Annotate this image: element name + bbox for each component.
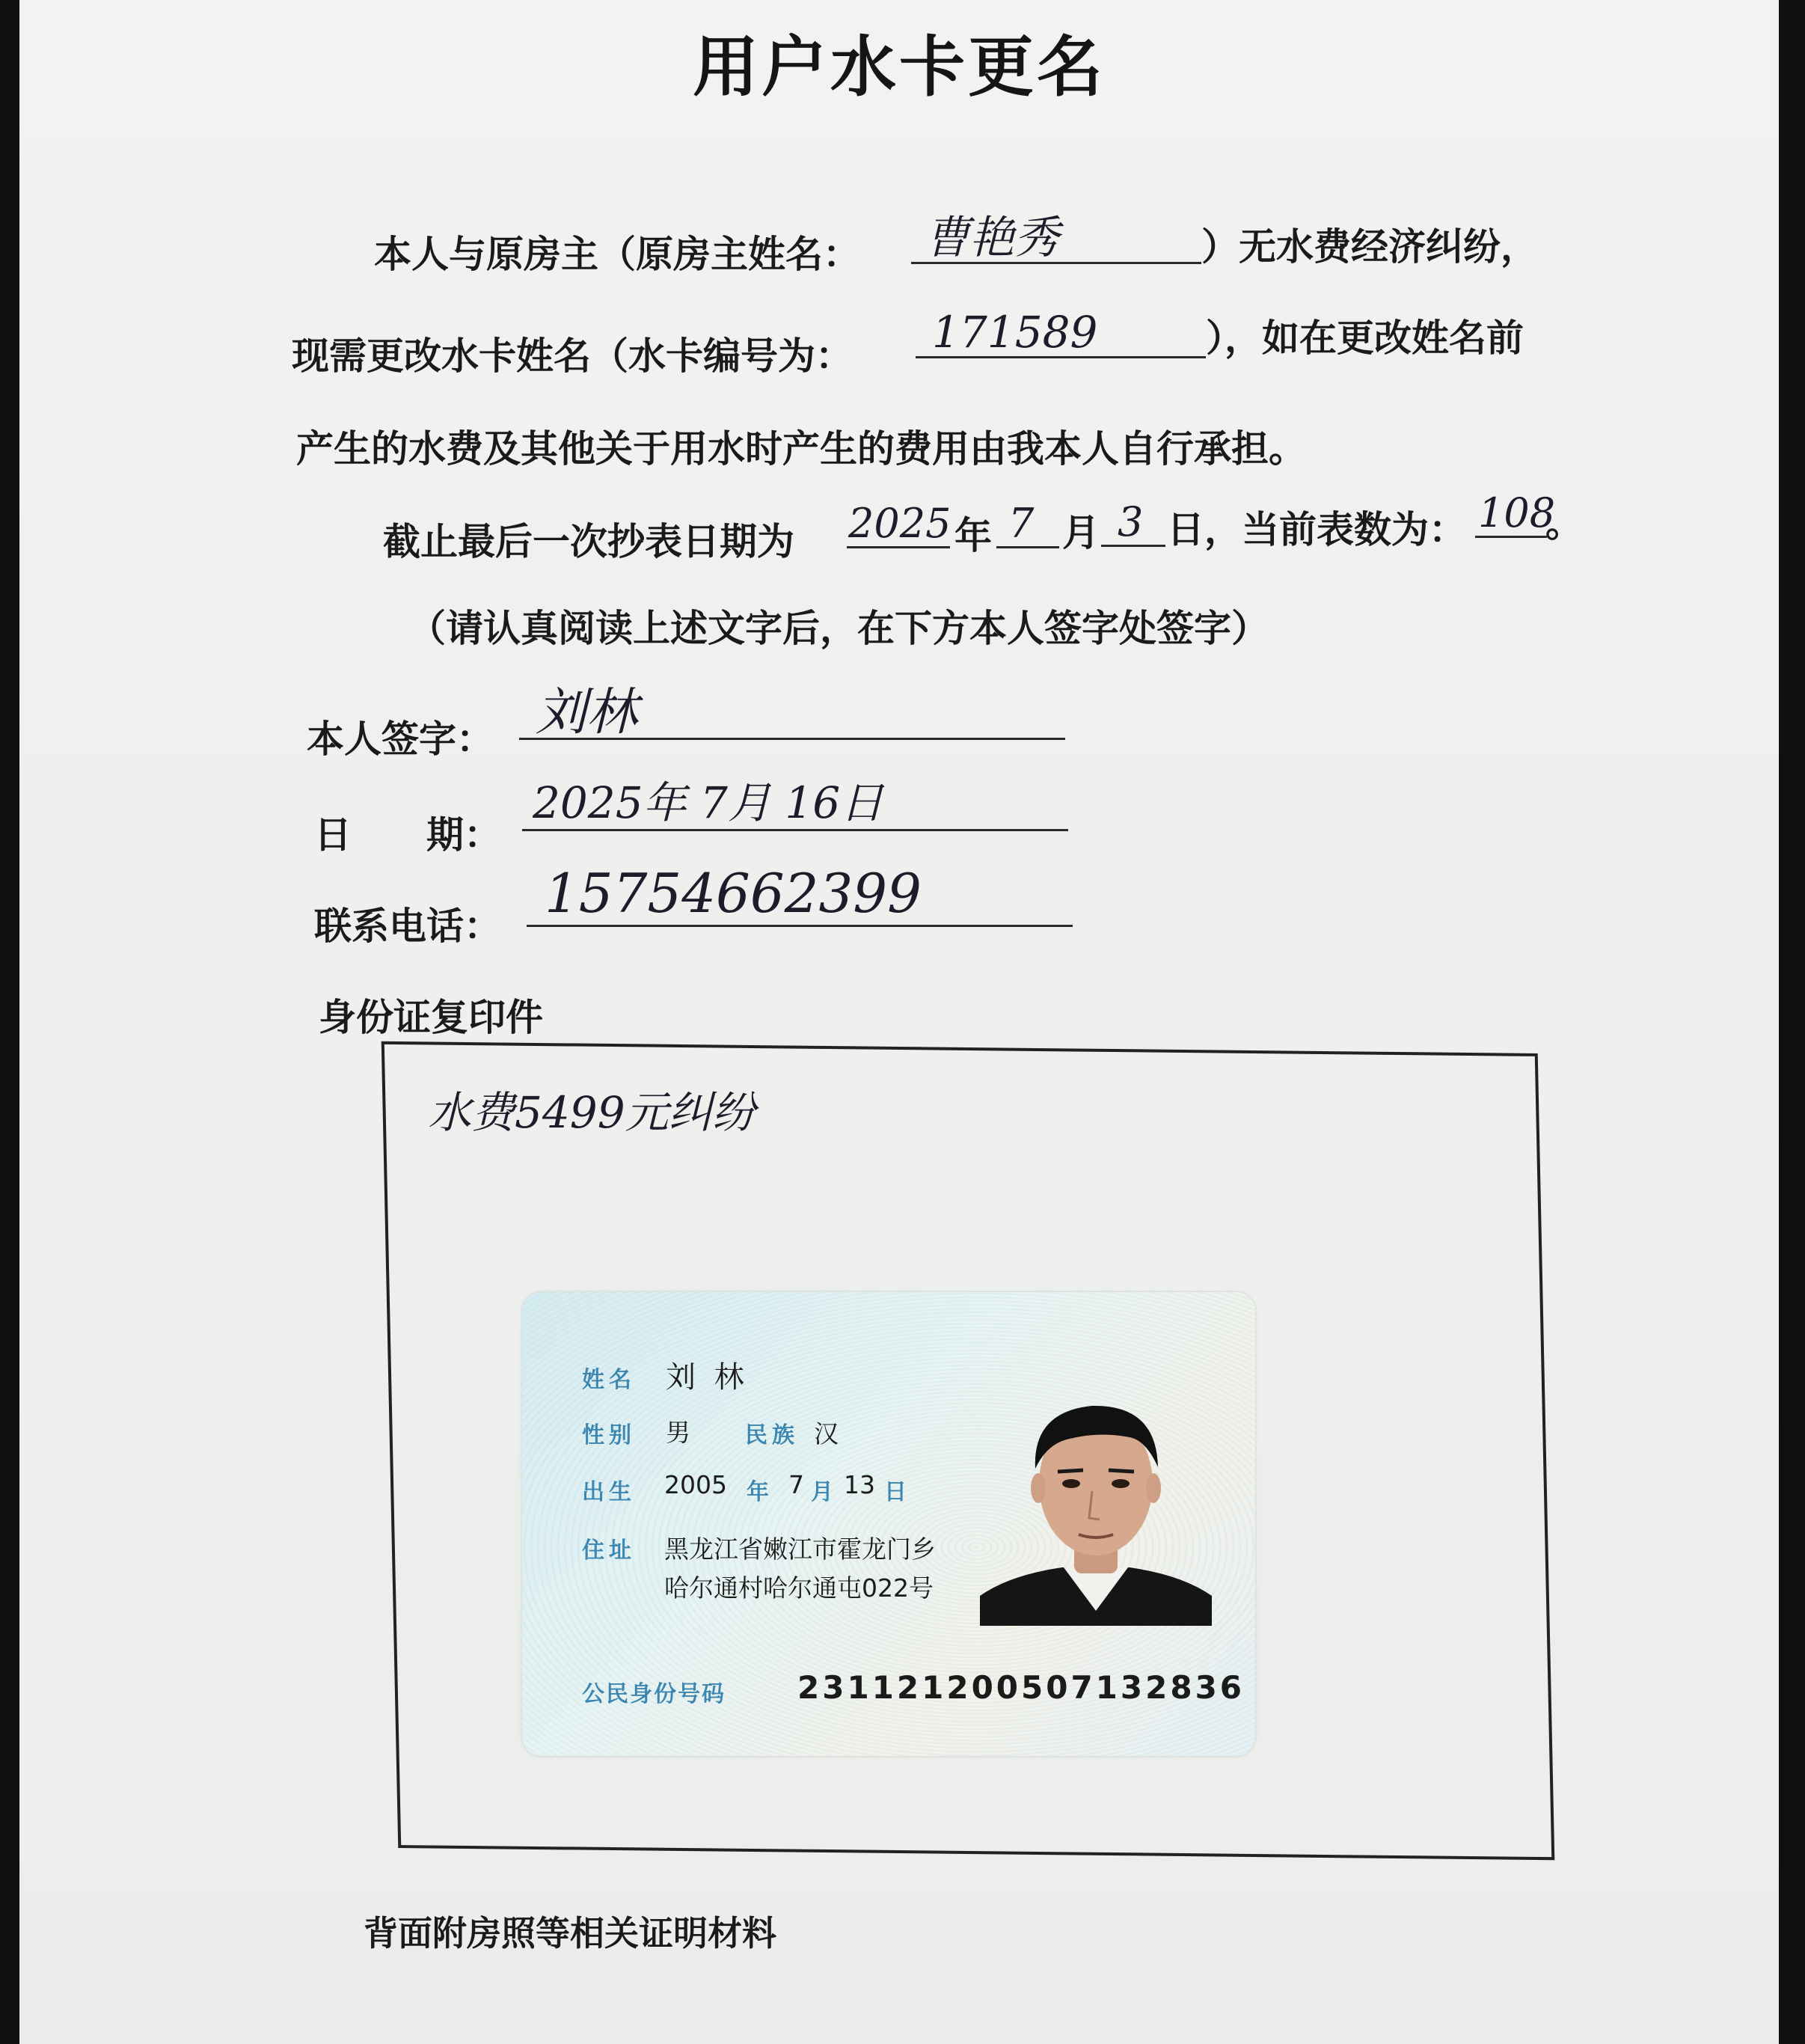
form-sheet: [19, 0, 1779, 2044]
id-birth-year: 2005: [664, 1470, 727, 1499]
period: 。: [1545, 502, 1583, 545]
line3: 产生的水费及其他关于用水时产生的费用由我本人自行承担。: [296, 427, 1306, 471]
id-address-line2: 哈尔通村哈尔通屯022号: [664, 1573, 934, 1603]
day-char: 日，当前表数为：: [1167, 508, 1466, 551]
meter-value: 108: [1478, 489, 1556, 536]
id-birth-day-char: 日: [884, 1479, 911, 1505]
id-address-line1: 黑龙江省嫩江市霍龙门乡: [664, 1534, 936, 1564]
phone-label: 联系电话：: [314, 905, 501, 948]
id-ethnicity: 汉: [814, 1419, 839, 1448]
signature: 刘林: [536, 683, 638, 742]
line2-suffix: ），如在更改姓名前: [1206, 316, 1524, 360]
id-birth-year-char: 年: [747, 1479, 773, 1505]
line1-prefix: 本人与原房主（原房主姓名：: [374, 233, 860, 276]
line2-prefix: 现需更改水卡姓名（水卡编号为：: [292, 334, 853, 378]
id-sex-label: 性别: [582, 1422, 636, 1448]
year-char: 年: [954, 514, 992, 557]
id-sex: 男: [666, 1418, 690, 1447]
form-title: 用户水卡更名: [693, 28, 1106, 105]
id-birth-label: 出生: [582, 1479, 636, 1505]
signature-label: 本人签字：: [307, 717, 494, 761]
date-label: 日 期：: [314, 813, 501, 857]
id-card: [522, 1292, 1255, 1756]
id-number-label: 公民身份号码: [582, 1681, 726, 1707]
reading-prefix: 截止最后一次抄表日期为: [383, 520, 794, 563]
card-number: 171589: [932, 307, 1098, 358]
original-owner-name: 曹艳秀: [925, 212, 1059, 264]
line1-suffix: ）无水费经济纠纷，: [1201, 225, 1538, 269]
footer-note: 背面附房照等相关证明材料: [364, 1913, 776, 1953]
phone-value: 15754662399: [545, 862, 922, 925]
reading-month: 7: [1008, 500, 1035, 547]
id-name-label: 姓名: [582, 1367, 636, 1393]
id-number: 231121200507132836: [797, 1669, 1245, 1706]
month-char: 月: [1062, 511, 1100, 554]
id-address-label: 住址: [582, 1537, 636, 1564]
phone-underline: [527, 925, 1073, 927]
id-name: 刘 林: [666, 1360, 749, 1395]
id-ethnicity-label: 民族: [745, 1422, 799, 1448]
id-birth-month: 7: [788, 1470, 804, 1499]
id-portrait-photo: [980, 1371, 1212, 1626]
id-copy-label: 身份证复印件: [319, 996, 543, 1039]
instruction: （请认真阅读上述文字后，在下方本人签字处签字）: [408, 607, 1269, 650]
id-birth-day: 13: [844, 1470, 875, 1499]
reading-day: 3: [1118, 498, 1144, 545]
reading-year: 2025: [848, 500, 951, 547]
id-birth-month-char: 月: [811, 1479, 838, 1505]
box-note: 水费5499元纠纷: [428, 1087, 756, 1138]
date-value: 2025年 7月 16日: [533, 777, 884, 828]
